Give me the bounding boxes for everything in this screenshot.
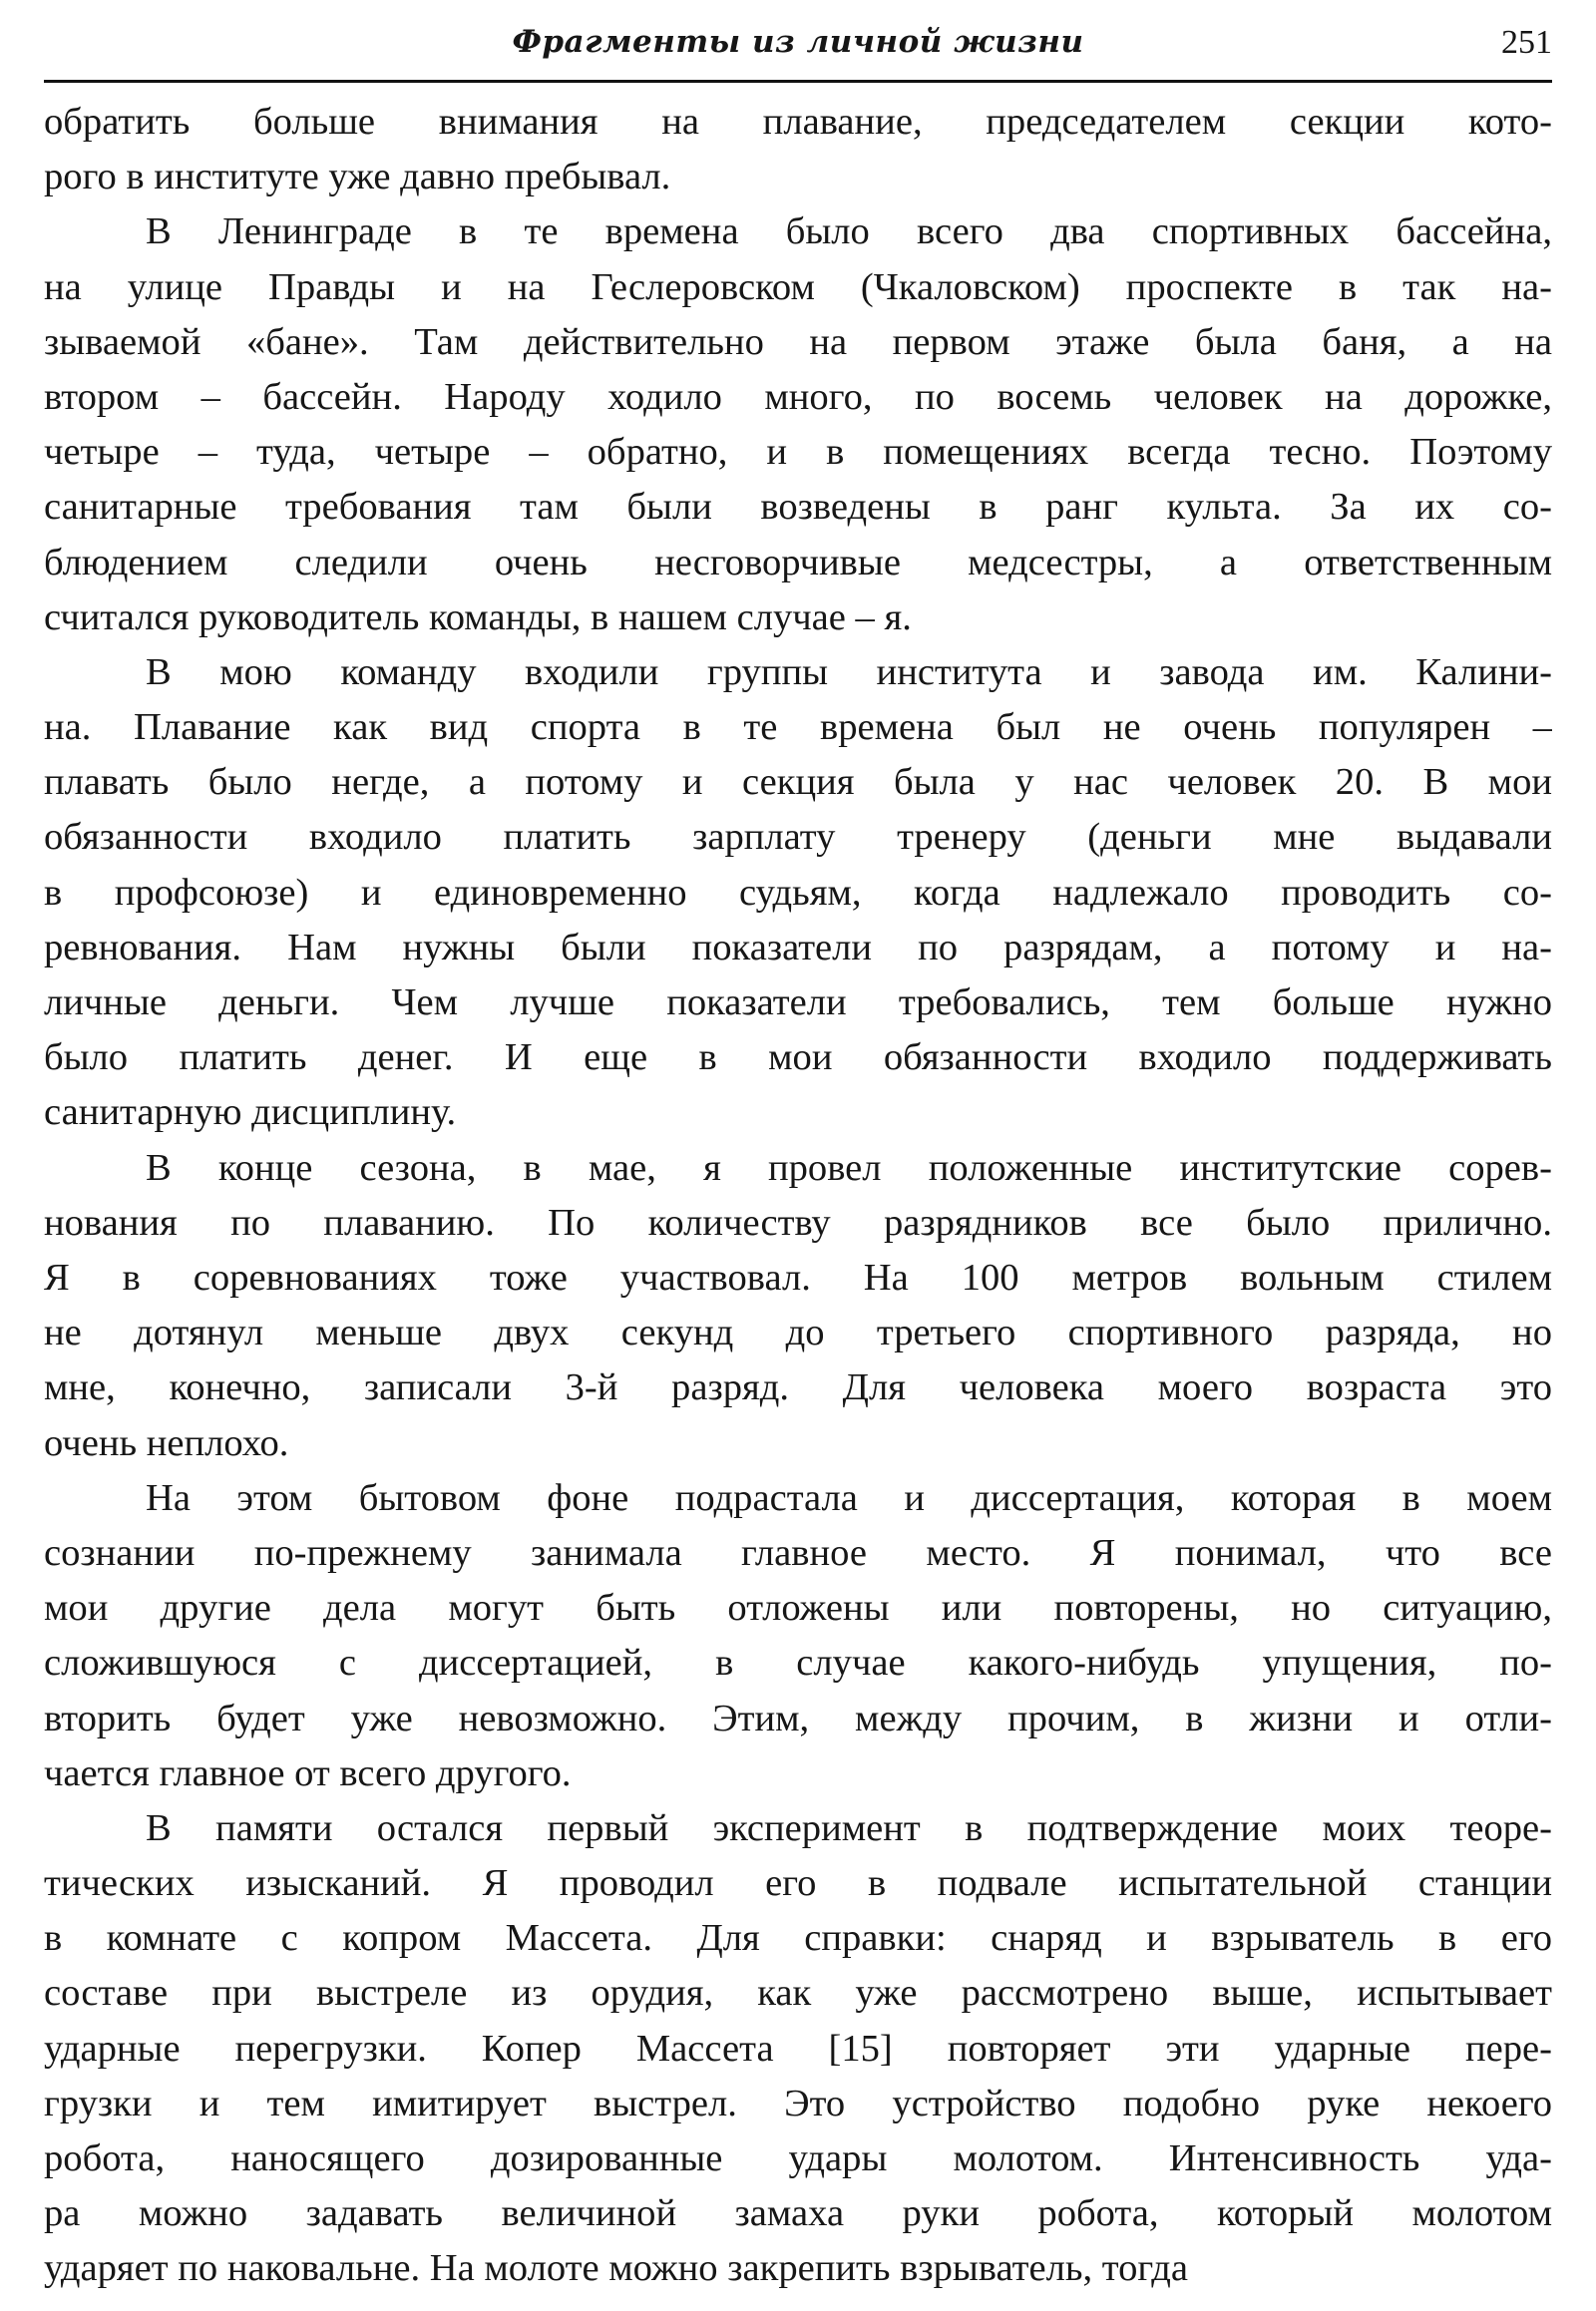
text-line: сознании по-прежнему занимала главное место. Я понимал, что все [44,1531,1552,1574]
text-line: очень неплохо. [44,1421,289,1464]
text-line: грузки и тем имитирует выстрел. Это устройство подобно руке некоего [44,2082,1552,2124]
paragraph [44,95,1552,204]
text-line: обратить больше внимания на плавание, председателем секции кото- [44,101,1552,143]
text-line: было платить денег. И еще в мои обязанности входило поддерживать [44,1036,1552,1079]
text-line: в комнате с копром Массета. Для справки: снаряд и взрыватель в его [44,1917,1552,1960]
paragraph [44,1471,1552,1801]
text-line: нования по плаванию. По количеству разрядников все было прилично. [44,1201,1552,1244]
text-line: ра можно задавать величиной замаха руки робота, который молотом [44,2192,1552,2235]
paragraph [44,1141,1552,1471]
text-line: мне, конечно, записали 3-й разряд. Для человека моего возраста это [44,1366,1552,1409]
text-line: На этом бытовом фоне подрастала и диссертация, которая в моем [146,1476,1552,1519]
text-line: В конце сезона, в мае, я провел положенные институтские сорев- [146,1146,1552,1189]
text-line: личные деньги. Чем лучше показатели требовались, тем больше нужно [44,981,1552,1024]
text-line: Я в соревнованиях тоже участвовал. На 100 метров вольным стилем [44,1256,1552,1299]
text-line: ударные перегрузки. Копер Массета [15] повторяет эти ударные пере- [44,2027,1552,2070]
paragraph [44,1801,1552,2297]
text-line: сложившуюся с диссертацией, в случае какого-нибудь упущения, по- [44,1642,1552,1685]
page-number: 251 [1501,24,1552,61]
text-line: В памяти остался первый эксперимент в подтверждение моих теоре- [146,1806,1552,1849]
text-line: В Ленинграде в те времена было всего два спортивных бассейна, [146,210,1552,253]
text-line: на. Плавание как вид спорта в те времена был не очень популярен – [44,706,1552,749]
paragraph [44,645,1552,1141]
text-line: чается главное от всего другого. [44,1751,572,1794]
text-line: ревнования. Нам нужны были показатели по разрядам, а потому и на- [44,926,1552,968]
text-line: ударяет по наковальне. На молоте можно закрепить взрыватель, тогда [44,2247,1189,2290]
text-line: составе при выстреле из орудия, как уже рассмотрено выше, испытывает [44,1972,1552,2015]
paragraph [44,204,1552,645]
body-text [44,95,1552,2297]
text-line: тических изысканий. Я проводил его в подвале испытательной станции [44,1862,1552,1905]
book-page [44,22,1552,2297]
text-line: зываемой «бане». Там действительно на первом этаже была баня, а на [44,320,1552,363]
text-line: в профсоюзе) и единовременно судьям, когда надлежало проводить со- [44,871,1552,914]
running-title: Фрагменты из личной жизни [512,24,1084,60]
text-line: мои другие дела могут быть отложены или повторены, но ситуацию, [44,1587,1552,1630]
text-line: обязанности входило платить зарплату тренеру (деньги мне выдавали [44,816,1552,859]
text-line: В мою команду входили группы института и завода им. Калини- [146,650,1552,693]
text-line: санитарную дисциплину. [44,1091,457,1134]
text-line: рого в институте уже давно пребывал. [44,156,671,198]
text-line: блюдением следили очень несговорчивые медсестры, а ответственным [44,541,1552,583]
text-line: не дотянул меньше двух секунд до третьего спортивного разряда, но [44,1312,1552,1354]
text-line: вторить будет уже невозможно. Этим, между прочим, в жизни и отли- [44,1697,1552,1739]
text-line: плавать было негде, а потому и секция была у нас человек 20. В мои [44,761,1552,804]
text-line: санитарные требования там были возведены в ранг культа. За их со- [44,486,1552,529]
text-line: четыре – туда, четыре – обратно, и в помещениях всегда тесно. Поэтому [44,431,1552,474]
text-line: робота, наносящего дозированные удары молотом. Интенсивность уда- [44,2137,1552,2180]
text-line: на улице Правды и на Геслеровском (Чкаловском) проспекте в так на- [44,265,1552,308]
text-line: втором – бассейн. Народу ходило много, по восемь человек на дорожке, [44,375,1552,418]
text-line: считался руководитель команды, в нашем случае – я. [44,595,912,638]
running-header [44,22,1552,83]
